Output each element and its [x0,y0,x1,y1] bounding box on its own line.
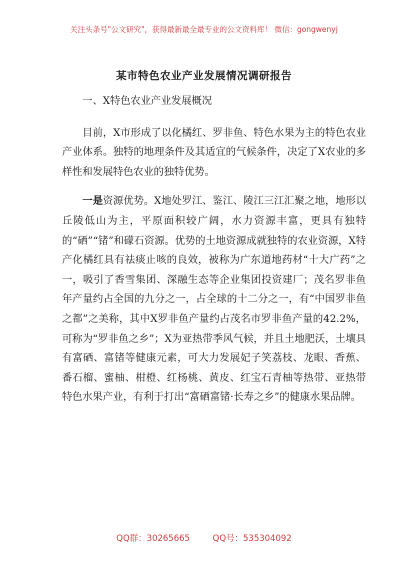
qq-group: QQ群：30265665 [116,534,190,544]
paragraph-overview: 目前，X市形成了以化橘红、罗非鱼、特色水果为主的特色农业产业体系。独特的地理条件及其适宜的气候条件，决定了X农业的多样性和发展特色农业的独特优势。 [62,127,366,178]
section-heading: 一、X特色农业产业发展概况 [82,96,212,107]
paragraph-lead: 一是 [82,195,103,208]
paragraph-body: 资源优势。X地处罗江、鉴江、陵江三江汇聚之地，地形以丘陵低山为主，平原面积较广阔，水力资源丰富，更具有独特的“硒”“锗”和礞石资源。优势的土地资源成就独特的农业资源，X特产化橘红具有祛痰止咳的良效，被称为广东道地药材“十大广药”之一，吸引了香雪集团、深融生态等企业集团投资建厂；茂名罗非鱼年产量约占全国的九分之一，占全球的十二分之一，有“中国罗非鱼之都”之美称，其中X罗非鱼产量约占茂名市罗非鱼产量的42.2%，可称为“罗非鱼之乡”；X为亚热带季风气候，并且土地肥沃，土壤具有富硒、富锗等健康元素，可大力发展妃子笑荔枝、龙眼、香蕉、番石榴、蜜柚、柑橙、红杨桃、黄皮、红宝石青柚等热带、亚热带特色水果产业，有利于打出“富硒富锗·长寿之乡”的健康水果品牌。 [62,196,367,404]
document-body [62,92,366,418]
promo-header: 关注头条号"公文研究"，获得最新最全最专业的公文资料库！ 微信：gongwenyj [70,25,338,34]
promo-footer [0,532,408,544]
paragraph-resource-advantage [62,192,366,408]
qq-number: QQ号：535304092 [212,534,292,544]
document-title: 某市特色农业产业发展情况调研报告 [116,70,292,82]
